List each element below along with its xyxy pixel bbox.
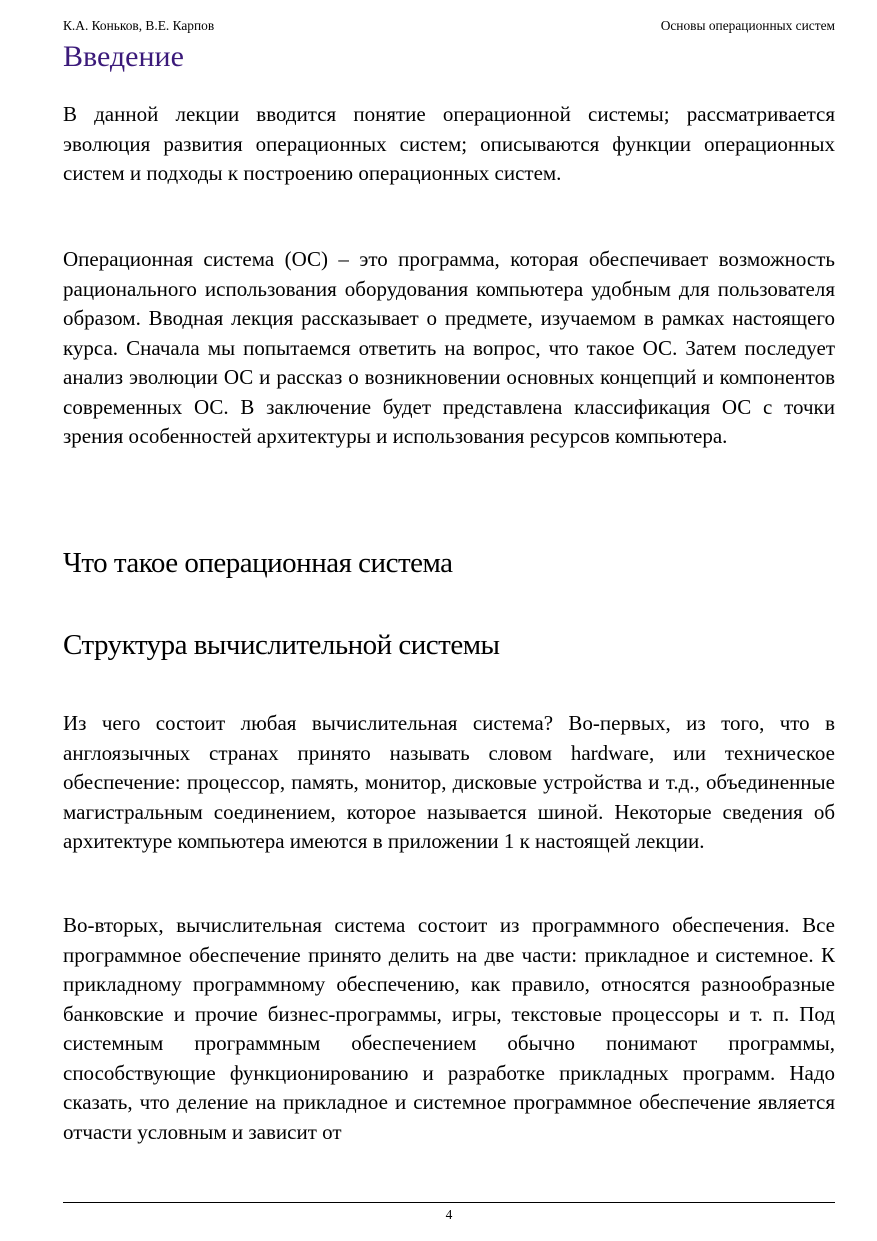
page-number: 4 (445, 1207, 453, 1222)
intro-paragraph: В данной лекции вводится понятие операционной системы; рассматривается эволюция развития операционных систем; описываются функции операционных систем и подходы к построению операционных систем. (63, 102, 835, 185)
footer-divider (63, 1202, 835, 1203)
section-title: Что такое операционная система (63, 547, 453, 579)
body-paragraph: Из чего состоит любая вычислительная система? Во-первых, из того, что в англоязычных странах принято называть словом hardware, или техническое обеспечение: процессор, память, монитор, дисковые устройства и т.д., объединенные магистральным соединением, которое называется шиной. Некоторые сведения об архитектуре компьютера имеются в приложении 1 к настоящей лекции. (63, 711, 835, 853)
subsection-title: Структура вычислительной системы (63, 629, 500, 661)
header-book-title: Основы операционных систем (660, 18, 835, 33)
intro-paragraph: Операционная система (ОС) – это программа, которая обеспечивает возможность рационального использования оборудования компьютера удобным для пользователя образом. Вводная лекция рассказывает о предмете, изучаемом в рамках настоящего курса. Сначала мы попытаемся ответить на вопрос, что такое ОС. Затем последует анализ эволюции ОС и рассказ о возникновении основных концепций и компонентов современных ОС. В заключение будет представлена классификация ОС с точки зрения особенностей архитектуры и использования ресурсов компьютера. (63, 247, 835, 448)
header-authors: К.А. Коньков, В.Е. Карпов (63, 18, 215, 33)
body-paragraph: Во-вторых, вычислительная система состоит из программного обеспечения. Все программное обеспечение принято делить на две части: прикладное и системное. К прикладному программному обеспечению, как правило, относятся разнообразные банковские и прочие бизнес-программы, игры, текстовые процессоры и т. п. Под системным программным обеспечением обычно понимают программы, способствующие функционированию и разработке прикладных программ. Надо сказать, что деление на прикладное и системное программное обеспечение является отчасти условным и зависит от (63, 913, 835, 1144)
running-header (63, 17, 835, 35)
chapter-title: Введение (63, 40, 184, 73)
